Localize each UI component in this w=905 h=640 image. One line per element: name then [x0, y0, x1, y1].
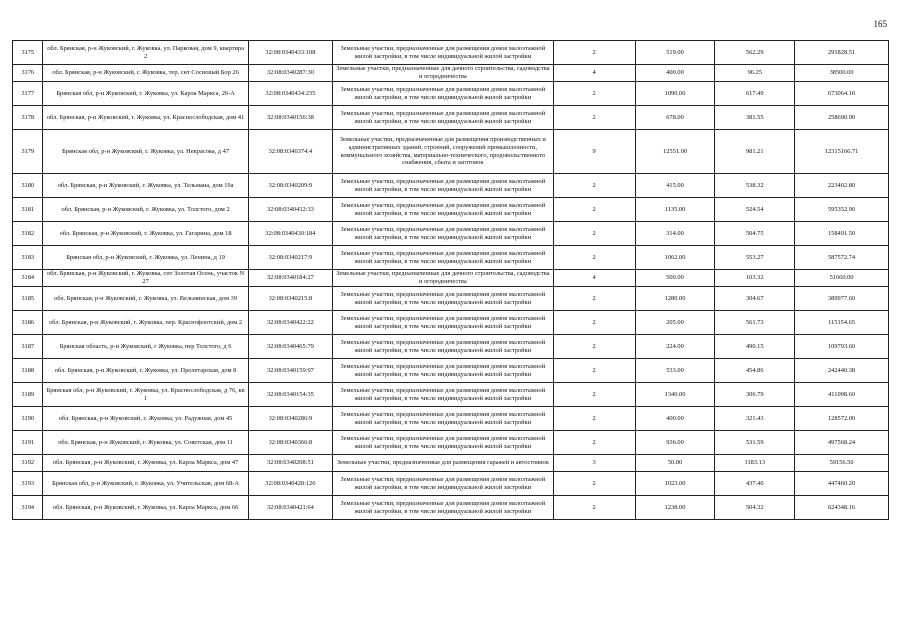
cadastral-number-cell: 32:08:0340422:22	[248, 311, 332, 335]
cadastral-number-cell: 32:08:0340434:235	[248, 82, 332, 106]
table-row	[13, 496, 889, 520]
land-use-cell: Земельные участки, предназначенные для размещения домов малоэтажной жилой застройки, в том числе индивидуальной жилой застройки	[333, 287, 553, 311]
cadastral-value-cell: 291828.51	[795, 41, 889, 65]
area-cell: 1062.00	[635, 246, 715, 270]
unit-value-cell: 103.32	[715, 270, 795, 287]
cadastral-number-cell: 32:08:0340374:4	[248, 130, 332, 174]
area-cell: 205.00	[635, 311, 715, 335]
cadastral-number-cell: 32:08:0340433:108	[248, 41, 332, 65]
address-cell: Брянская обл, р-н Жуковский, г. Жуковка, ул. Некрасова, д 47	[43, 130, 248, 174]
group-code-cell: 2	[553, 106, 635, 130]
cadastral-number-cell: 32:08:0340184:27	[248, 270, 332, 287]
address-cell: обл. Брянская, р-н Жуковский, г. Жуковка, тер. снт Сосновый Бор 26	[43, 65, 248, 82]
address-cell: Брянская обл, р-н Жуковский, г. Жуковка, ул. Учительская, дом 68-А	[43, 472, 248, 496]
land-use-cell: Земельные участки, предназначенные для размещения домов малоэтажной жилой застройки, в том числе индивидуальной жилой застройки	[333, 41, 553, 65]
unit-value-cell: 437.40	[715, 472, 795, 496]
unit-value-cell: 96.25	[715, 65, 795, 82]
cadastral-value-cell: 223402.80	[795, 174, 889, 198]
group-code-cell: 2	[553, 311, 635, 335]
address-cell: обл. Брянская, р-н Жуковский, г. Жуковка, ул. Парковая, дом 9, квартира 2	[43, 41, 248, 65]
group-code-cell: 9	[553, 130, 635, 174]
unit-value-cell: 1183.13	[715, 455, 795, 472]
cadastral-value-cell: 109793.60	[795, 335, 889, 359]
area-cell: 1238.00	[635, 496, 715, 520]
area-cell: 415.00	[635, 174, 715, 198]
group-code-cell: 4	[553, 65, 635, 82]
row-number-cell: 3182	[13, 222, 43, 246]
row-number-cell: 3193	[13, 472, 43, 496]
area-cell: 50.00	[635, 455, 715, 472]
unit-value-cell: 561.73	[715, 311, 795, 335]
cadastral-number-cell: 32:08:0340217:9	[248, 246, 332, 270]
area-cell: 519.00	[635, 41, 715, 65]
cadastral-value-cell: 128572.00	[795, 407, 889, 431]
cadastral-value-cell: 59156.50	[795, 455, 889, 472]
cadastral-number-cell: 32:08:0340432:33	[248, 198, 332, 222]
row-number-cell: 3189	[13, 383, 43, 407]
address-cell: обл. Брянская, р-н Жуковский, г. Жуковка, ул. Карла Маркса, дом 66	[43, 496, 248, 520]
cadastral-value-cell: 12315166.71	[795, 130, 889, 174]
row-number-cell: 3177	[13, 82, 43, 106]
area-cell: 314.00	[635, 222, 715, 246]
group-code-cell: 3	[553, 455, 635, 472]
group-code-cell: 2	[553, 222, 635, 246]
cadastral-value-cell: 242440.38	[795, 359, 889, 383]
table-row	[13, 455, 889, 472]
address-cell: обл. Брянская, р-н Жуковский, г. Жуковка, ул. Советская, дом 11	[43, 431, 248, 455]
cadastral-number-cell: 32:08:0340430:184	[248, 222, 332, 246]
cadastral-value-cell: 38500.00	[795, 65, 889, 82]
unit-value-cell: 490.15	[715, 335, 795, 359]
address-cell: обл. Брянская, р-н Жуковский, г. Жуковка, ул. Толстого, дом 2	[43, 198, 248, 222]
land-use-cell: Земельные участки, предназначенные для размещения домов малоэтажной жилой застройки, в том числе индивидуальной жилой застройки	[333, 222, 553, 246]
area-cell: 533.00	[635, 359, 715, 383]
unit-value-cell: 531.59	[715, 431, 795, 455]
row-number-cell: 3179	[13, 130, 43, 174]
group-code-cell: 4	[553, 270, 635, 287]
row-number-cell: 3183	[13, 246, 43, 270]
table-row	[13, 174, 889, 198]
cadastral-number-cell: 32:08:0340154:35	[248, 383, 332, 407]
group-code-cell: 2	[553, 174, 635, 198]
group-code-cell: 2	[553, 287, 635, 311]
unit-value-cell: 538.32	[715, 174, 795, 198]
cadastral-number-cell: 32:08:0340208:51	[248, 455, 332, 472]
table-row	[13, 311, 889, 335]
cadastral-number-cell: 32:08:0340156:38	[248, 106, 332, 130]
unit-value-cell: 304.67	[715, 287, 795, 311]
area-cell: 400.00	[635, 65, 715, 82]
cadastral-number-cell: 32:08:0340215:8	[248, 287, 332, 311]
group-code-cell: 2	[553, 246, 635, 270]
unit-value-cell: 306.79	[715, 383, 795, 407]
group-code-cell: 2	[553, 41, 635, 65]
table-row	[13, 287, 889, 311]
table-row	[13, 383, 889, 407]
table-row	[13, 130, 889, 174]
land-use-cell: Земельные участки, предназначенные для размещения домов малоэтажной жилой застройки, в том числе индивидуальной жилой застройки	[333, 496, 553, 520]
table-row	[13, 431, 889, 455]
unit-value-cell: 524.54	[715, 198, 795, 222]
land-use-cell: Земельные участки, предназначенные для размещения домов малоэтажной жилой застройки, в том числе индивидуальной жилой застройки	[333, 335, 553, 359]
unit-value-cell: 617.49	[715, 82, 795, 106]
cadastral-value-cell: 389977.60	[795, 287, 889, 311]
unit-value-cell: 553.27	[715, 246, 795, 270]
row-number-cell: 3176	[13, 65, 43, 82]
address-cell: Брянская обл, р-н Жуковский, г. Жуковка, ул. Ленина, д 19	[43, 246, 248, 270]
row-number-cell: 3191	[13, 431, 43, 455]
land-use-cell: Земельные участки, предназначенные для дачного строительства, садоводства и огородничества	[333, 65, 553, 82]
table-row	[13, 41, 889, 65]
unit-value-cell: 504.32	[715, 496, 795, 520]
cadastral-number-cell: 32:08:0340366:8	[248, 431, 332, 455]
address-cell: Брянская обл, р-н Жуковский, г. Жуковка, ул. Краснослободская, д 76, кв 1	[43, 383, 248, 407]
page-number: 165	[873, 19, 887, 29]
area-cell: 500.00	[635, 270, 715, 287]
group-code-cell: 2	[553, 359, 635, 383]
row-number-cell: 3188	[13, 359, 43, 383]
address-cell: Брянская область, р-н Жуковский, г Жуковка, пер Толстого, д 6	[43, 335, 248, 359]
cadastral-number-cell: 32:08:0340428:126	[248, 472, 332, 496]
area-cell: 224.00	[635, 335, 715, 359]
cadastral-value-cell: 595352.90	[795, 198, 889, 222]
table-row	[13, 65, 889, 82]
cadastral-value-cell: 51660.00	[795, 270, 889, 287]
cadastral-value-table	[12, 40, 889, 520]
area-cell: 1090.00	[635, 82, 715, 106]
land-use-cell: Земельные участки, предназначенные для размещения домов малоэтажной жилой застройки, в том числе индивидуальной жилой застройки	[333, 106, 553, 130]
unit-value-cell: 321.43	[715, 407, 795, 431]
address-cell: обл. Брянская, р-н Жуковский, г. Жуковка, ул. Вельминская, дом 39	[43, 287, 248, 311]
table-body	[13, 41, 889, 520]
cadastral-value-cell: 587572.74	[795, 246, 889, 270]
cadastral-number-cell: 32:08:0340209:9	[248, 174, 332, 198]
area-cell: 1280.00	[635, 287, 715, 311]
row-number-cell: 3180	[13, 174, 43, 198]
unit-value-cell: 981.21	[715, 130, 795, 174]
land-use-cell: Земельные участки, предназначенные для дачного строительства, садоводства и огородничества	[333, 270, 553, 287]
group-code-cell: 2	[553, 82, 635, 106]
row-number-cell: 3192	[13, 455, 43, 472]
cadastral-value-cell: 158491.50	[795, 222, 889, 246]
group-code-cell: 2	[553, 496, 635, 520]
unit-value-cell: 562.29	[715, 41, 795, 65]
group-code-cell: 2	[553, 472, 635, 496]
area-cell: 1135.00	[635, 198, 715, 222]
land-use-cell: Земельные участки, предназначенные для размещения домов малоэтажной жилой застройки, в том числе индивидуальной жилой застройки	[333, 174, 553, 198]
group-code-cell: 2	[553, 335, 635, 359]
area-cell: 678.00	[635, 106, 715, 130]
row-number-cell: 3194	[13, 496, 43, 520]
address-cell: обл. Брянская, р-н Жуковский, г. Жуковка, снт Золотая Осень, участок N 27	[43, 270, 248, 287]
row-number-cell: 3181	[13, 198, 43, 222]
group-code-cell: 2	[553, 407, 635, 431]
table-row	[13, 359, 889, 383]
row-number-cell: 3185	[13, 287, 43, 311]
land-use-cell: Земельные участки, предназначенные для размещения домов малоэтажной жилой застройки, в том числе индивидуальной жилой застройки	[333, 383, 553, 407]
address-cell: обл. Брянская, р-н Жуковский, г. Жуковка, ул. Карла Маркса, дом 47	[43, 455, 248, 472]
land-use-cell: Земельные участки, предназначенные для размещения домов малоэтажной жилой застройки, в том числе индивидуальной жилой застройки	[333, 246, 553, 270]
row-number-cell: 3190	[13, 407, 43, 431]
unit-value-cell: 381.55	[715, 106, 795, 130]
address-cell: обл. Брянская, р-н Жуковский, г. Жуковка, ул. Пролетарская, дом 8	[43, 359, 248, 383]
land-use-cell: Земельные участки, предназначенные для размещения домов малоэтажной жилой застройки, в том числе индивидуальной жилой застройки	[333, 407, 553, 431]
row-number-cell: 3178	[13, 106, 43, 130]
group-code-cell: 2	[553, 383, 635, 407]
row-number-cell: 3186	[13, 311, 43, 335]
land-use-cell: Земельные участки, предназначенные для размещения производственных и административных зданий, строений, сооружений промышленности, коммунального хозяйства, материально-технического, продовольственного снабжения, сбыта и заготовок	[333, 130, 553, 174]
land-use-cell: Земельные участки, предназначенные для размещения домов малоэтажной жилой застройки, в том числе индивидуальной жилой застройки	[333, 198, 553, 222]
cadastral-number-cell: 32:08:0340287:30	[248, 65, 332, 82]
unit-value-cell: 504.75	[715, 222, 795, 246]
cadastral-value-cell: 258690.90	[795, 106, 889, 130]
address-cell: обл. Брянская, р-н Жуковский, г. Жуковка, пер. Краснофлотский, дом 2	[43, 311, 248, 335]
group-code-cell: 2	[553, 198, 635, 222]
cadastral-number-cell: 32:08:0340159:97	[248, 359, 332, 383]
address-cell: обл. Брянская, р-н Жуковский, г. Жуковка, ул. Радужная, дом 45	[43, 407, 248, 431]
table-row	[13, 472, 889, 496]
cadastral-number-cell: 32:08:0340465:79	[248, 335, 332, 359]
group-code-cell: 2	[553, 431, 635, 455]
area-cell: 1340.00	[635, 383, 715, 407]
address-cell: обл. Брянская, р-н Жуковский, г. Жуковка, ул. Гагарина, дом 18	[43, 222, 248, 246]
area-cell: 936.00	[635, 431, 715, 455]
row-number-cell: 3187	[13, 335, 43, 359]
table-row	[13, 270, 889, 287]
address-cell: Брянская обл, р-н Жуковский, г. Жуковка, ул. Карла Маркса, 26-А	[43, 82, 248, 106]
table-row	[13, 198, 889, 222]
area-cell: 1023.00	[635, 472, 715, 496]
row-number-cell: 3175	[13, 41, 43, 65]
cadastral-value-cell: 115154.65	[795, 311, 889, 335]
cadastral-value-cell: 411098.60	[795, 383, 889, 407]
land-use-cell: Земельные участки, предназначенные для размещения домов малоэтажной жилой застройки, в том числе индивидуальной жилой застройки	[333, 311, 553, 335]
unit-value-cell: 454.86	[715, 359, 795, 383]
table-row	[13, 407, 889, 431]
land-use-cell: Земельные участки, предназначенные для размещения домов малоэтажной жилой застройки, в том числе индивидуальной жилой застройки	[333, 359, 553, 383]
cadastral-value-cell: 624348.16	[795, 496, 889, 520]
table-row	[13, 82, 889, 106]
cadastral-number-cell: 32:08:0340286:9	[248, 407, 332, 431]
table-row	[13, 106, 889, 130]
table-row	[13, 222, 889, 246]
row-number-cell: 3184	[13, 270, 43, 287]
address-cell: обл. Брянская, р-н Жуковский, г. Жуковка, ул. Краснослободская, дом 41	[43, 106, 248, 130]
area-cell: 400.00	[635, 407, 715, 431]
cadastral-value-cell: 497568.24	[795, 431, 889, 455]
cadastral-number-cell: 32:08:0340421:64	[248, 496, 332, 520]
land-use-cell: Земельные участки, предназначенные для размещения гаражей и автостоянок	[333, 455, 553, 472]
cadastral-value-cell: 673064.10	[795, 82, 889, 106]
table-row	[13, 335, 889, 359]
table-row	[13, 246, 889, 270]
area-cell: 12551.00	[635, 130, 715, 174]
land-use-cell: Земельные участки, предназначенные для размещения домов малоэтажной жилой застройки, в том числе индивидуальной жилой застройки	[333, 472, 553, 496]
land-use-cell: Земельные участки, предназначенные для размещения домов малоэтажной жилой застройки, в том числе индивидуальной жилой застройки	[333, 431, 553, 455]
land-use-cell: Земельные участки, предназначенные для размещения домов малоэтажной жилой застройки, в том числе индивидуальной жилой застройки	[333, 82, 553, 106]
cadastral-value-cell: 447460.20	[795, 472, 889, 496]
address-cell: обл. Брянская, р-н Жуковский, г. Жуковка, ул. Тельмана, дом 19а	[43, 174, 248, 198]
